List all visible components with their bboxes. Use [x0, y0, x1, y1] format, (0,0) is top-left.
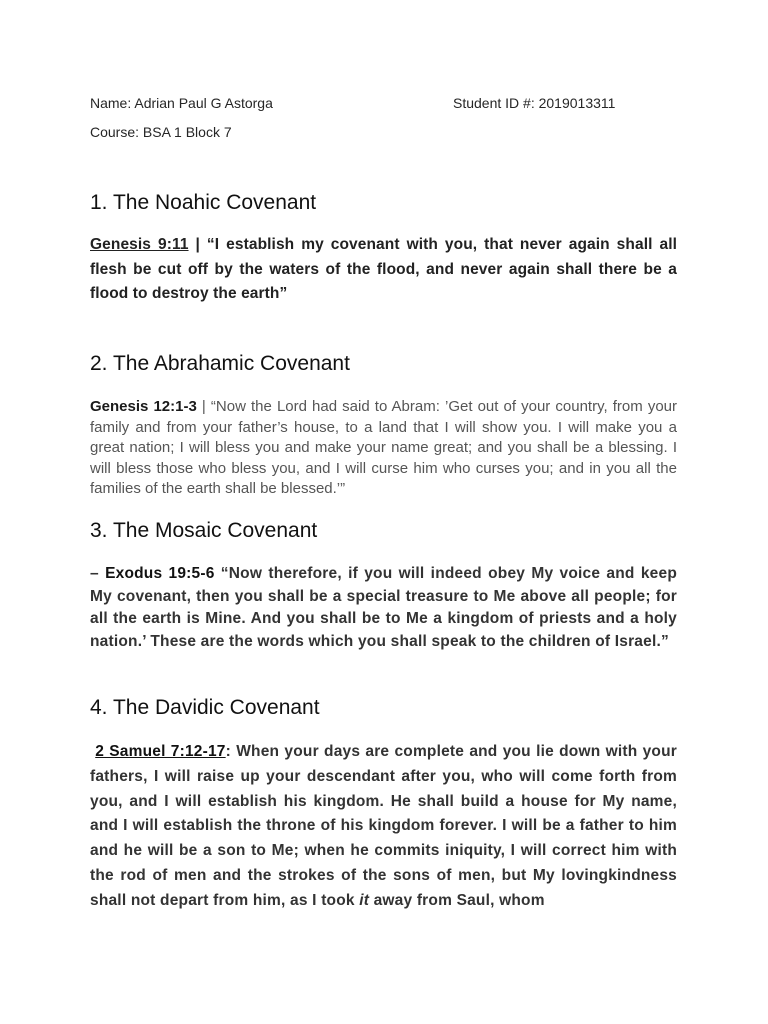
course-info: Course: BSA 1 Block 7	[90, 124, 232, 140]
verse-reference: Genesis 12:1-3	[90, 398, 197, 415]
section-body-davidic	[90, 740, 677, 914]
verse-reference: 2 Samuel 7:12-17	[95, 743, 226, 760]
verse-text: “Now the Lord had said to Abram: ’Get out of your country, from your family and from your father’s house, to a land that I will show you. I will make you a great nation; I will bless you and make your name great; and you shall be a blessing. I will bless those who bless you, and I will curse him who curses you; and in you all the families of the earth shall be blessed.’”	[90, 398, 677, 497]
verse-text-end: away from Saul, whom	[369, 891, 545, 909]
section-body-abrahamic	[90, 397, 677, 500]
verse-text-italic: it	[359, 891, 370, 909]
verse-text: “I establish my covenant with you, that never again shall all flesh be cut off by the waters of the flood, and never again shall there be a flood to destroy the earth”	[90, 236, 678, 302]
separator: |	[188, 236, 207, 253]
verse-text: : When your days are complete and you lie down with your fathers, I will raise up your descendant after you, who will come forth from you, and I will establish his kingdom. He shall build a house for My name, and I will establish the throne of his kingdom forever. I will be a father to him and he will be a son to Me; when he commits iniquity, I will correct him with the rod of men and the strokes of the sons of men, but My lovingkindness shall not depart from him, as I took	[90, 743, 677, 909]
separator: |	[196, 398, 211, 415]
section-title-noahic: 1. The Noahic Covenant	[90, 191, 317, 214]
section-body-mosaic	[90, 563, 677, 653]
section-body-noahic	[90, 233, 677, 307]
section-title-mosaic: 3. The Mosaic Covenant	[90, 519, 318, 542]
section-title-davidic: 4. The Davidic Covenant	[90, 696, 320, 719]
section-title-abrahamic: 2. The Abrahamic Covenant	[90, 352, 350, 375]
student-name: Name: Adrian Paul G Astorga	[90, 95, 273, 111]
verse-reference: Genesis 9:11	[90, 236, 189, 253]
student-id: Student ID #: 2019013311	[453, 95, 616, 111]
verse-reference: Exodus 19:5-6	[105, 565, 215, 582]
dash-prefix: –	[90, 565, 106, 582]
verse-text: “Now therefore, if you will indeed obey My voice and keep My covenant, then you shall be a special treasure to Me above all people; for all the earth is Mine. And you shall be to Me a kingdom of priests and a holy nation.’ These are the words which you shall speak to the children of Israel.”	[90, 565, 677, 650]
